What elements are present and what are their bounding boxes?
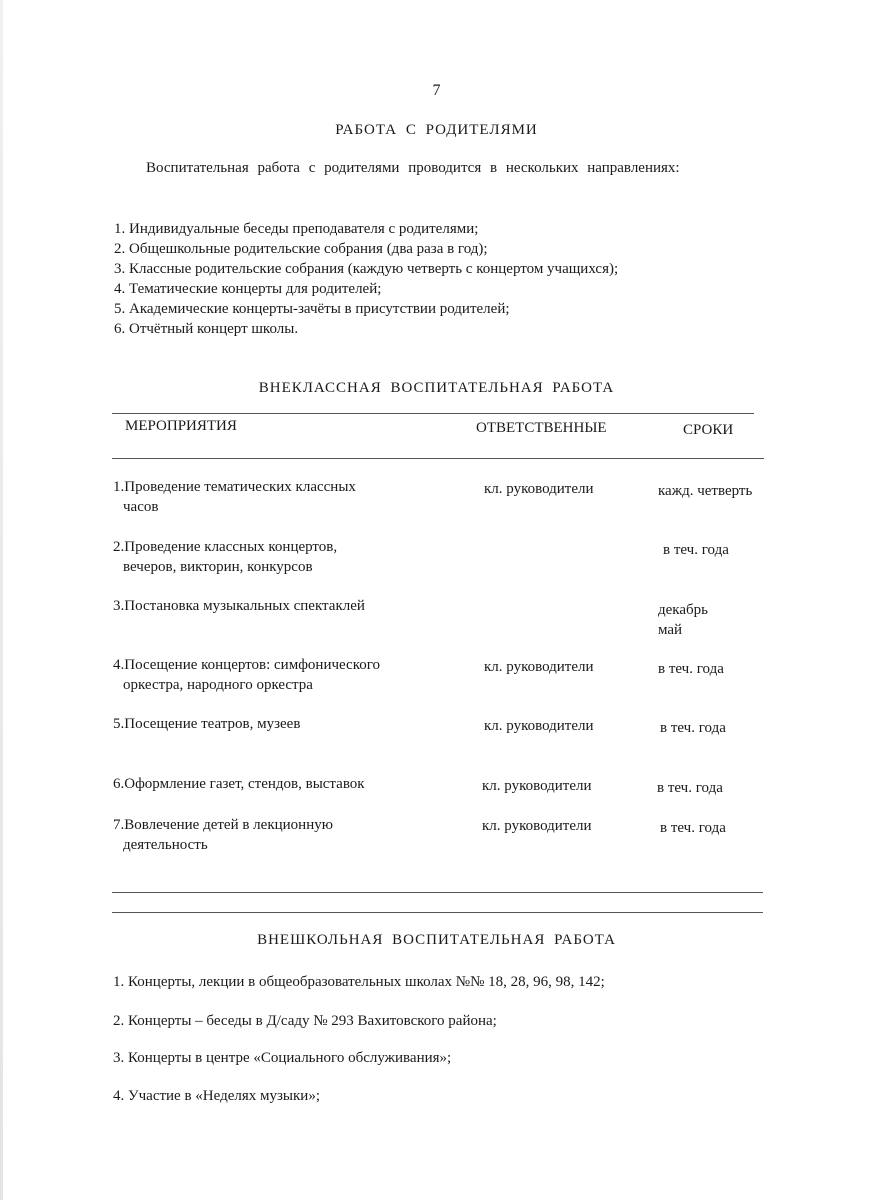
scan-edge	[0, 0, 3, 1200]
page-number: 7	[432, 82, 441, 99]
table-cell-responsible: кл. руководители	[482, 778, 592, 794]
table-cell-event: 2.Проведение классных концертов, вечеров, викторин, конкурсов	[113, 539, 338, 575]
column-header-events: МЕРОПРИЯТИЯ	[125, 418, 237, 434]
list-item: 4. Тематические концерты для родителей;	[114, 281, 382, 297]
table-cell-event: 5.Посещение театров, музеев	[113, 716, 301, 732]
parents-list	[114, 219, 618, 339]
list-item: 5. Академические концерты-зачёты в присутствии родителей;	[114, 301, 510, 317]
table-cell-terms: в теч. года	[658, 661, 724, 677]
extracurricular-section-title: ВНЕКЛАССНАЯ ВОСПИТАТЕЛЬНАЯ РАБОТА	[258, 380, 615, 396]
list-item: 3. Классные родительские собрания (каждую четверть с концертом учащихся);	[114, 261, 619, 277]
list-item: 1. Концерты, лекции в общеобразовательных школах №№ 18, 28, 96, 98, 142;	[113, 974, 605, 990]
table-bottom-rule	[112, 892, 763, 893]
list-item: 3. Концерты в центре «Социального обслуживания»;	[113, 1050, 452, 1066]
parents-section-title: РАБОТА С РОДИТЕЛЯМИ	[335, 122, 538, 138]
parents-section-intro: Воспитательная работа с родителями проводится в нескольких направлениях:	[146, 160, 680, 176]
table-cell-responsible: кл. руководители	[484, 659, 594, 675]
list-item: 1. Индивидуальные беседы преподавателя с родителями;	[114, 221, 479, 237]
table-cell-event: 3.Постановка музыкальных спектаклей	[113, 598, 365, 614]
column-header-terms: СРОКИ	[683, 422, 734, 438]
table-cell-event: 7.Вовлечение детей в лекционную деятельность	[113, 817, 333, 853]
table-cell-event: 1.Проведение тематических классных часов	[113, 479, 356, 515]
list-item: 6. Отчётный концерт школы.	[114, 321, 299, 337]
list-item: 2. Общешкольные родительские собрания (два раза в год);	[114, 241, 488, 257]
column-header-responsible: ОТВЕТСТВЕННЫЕ	[476, 420, 607, 436]
table-cell-terms: декабрь май	[658, 602, 708, 638]
table-cell-responsible: кл. руководители	[484, 481, 594, 497]
table-header-rule	[112, 458, 764, 459]
list-item: 4. Участие в «Неделях музыки»;	[113, 1088, 320, 1104]
table-cell-terms: в теч. года	[657, 780, 723, 796]
table-cell-terms: в теч. года	[660, 720, 726, 736]
table-top-rule	[112, 413, 754, 414]
table-cell-terms: в теч. года	[663, 542, 729, 558]
table-cell-responsible: кл. руководители	[484, 718, 594, 734]
table-cell-responsible: кл. руководители	[482, 818, 592, 834]
table-bottom-rule-2	[112, 912, 763, 913]
outofschool-section-title: ВНЕШКОЛЬНАЯ ВОСПИТАТЕЛЬНАЯ РАБОТА	[257, 932, 616, 948]
table-cell-terms: кажд. четверть	[658, 483, 753, 499]
table-cell-event: 6.Оформление газет, стендов, выставок	[113, 776, 365, 792]
list-item: 2. Концерты – беседы в Д/саду № 293 Вахитовского района;	[113, 1013, 497, 1029]
table-cell-event: 4.Посещение концертов: симфонического оркестра, народного оркестра	[113, 657, 381, 693]
table-cell-terms: в теч. года	[660, 820, 726, 836]
